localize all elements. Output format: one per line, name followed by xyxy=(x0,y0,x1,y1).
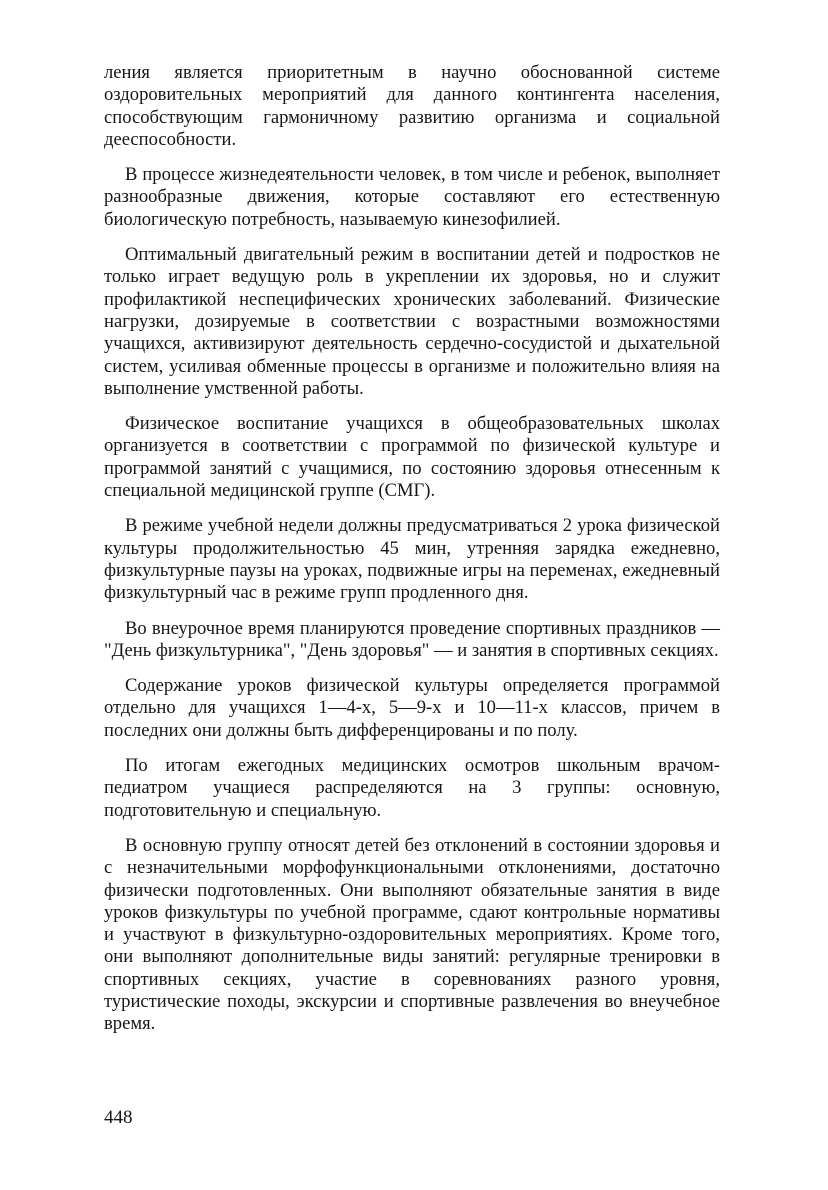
page-number: 448 xyxy=(104,1107,133,1128)
paragraph-motor-regime: Оптимальный двигательный режим в воспитании детей и подростков не только играет ведущую роль в укреплении их здоровья, но и служит профилактикой неспецифических хронических заболеваний. Физические нагрузки, дозируемые в соответствии с возрастными возможностями учащихся, активизируют деятельность сердечно-сосудистой и дыхательной систем, усиливая обменные процессы в организме и положительно влияя на выполнение умственной работы. xyxy=(104,244,720,399)
paragraph-continuation: ления является приоритетным в научно обоснованной системе оздоровительных мероприятий для данного контингента населения, способствующим гармоничному развитию организма и социальной дееспособности. xyxy=(104,62,720,150)
paragraph-physical-education: Физическое воспитание учащихся в общеобразовательных школах организуется в соответствии с программой по физической культуре и программой занятий с учащимися, по состоянию здоровья отнесенным к специальной медицинской группе (СМГ). xyxy=(104,413,720,502)
paragraph-weekly-regime: В режиме учебной недели должны предусматриваться 2 урока физической культуры продолжительностью 45 мин, утренняя зарядка ежедневно, физкультурные паузы на уроках, подвижные игры на переменах, ежедневный физкультурный час в режиме групп продленного дня. xyxy=(104,515,720,604)
paragraph-main-group: В основную группу относят детей без отклонений в состоянии здоровья и с незначительными морфофункциональными отклонениями, достаточно физически подготовленных. Они выполняют обязательные занятия в виде уроков физкультуры по учебной программе, сдают контрольные нормативы и участвуют в физкультурно-оздоровительных мероприятиях. Кроме того, они выполняют дополнительные виды занятий: регулярные тренировки в спортивных секциях, участие в соревнованиях разного уровня, туристические походы, экскурсии и спортивные развлечения во внеучебное время. xyxy=(104,834,720,1035)
paragraph-lesson-content: Содержание уроков физической культуры определяется программой отдельно для учащихся 1—4-х, 5—9-х и 10—11-х классов, причем в последних они должны быть дифференцированы и по полу. xyxy=(104,675,720,741)
paragraph-medical-groups: По итогам ежегодных медицинских осмотров школьным врачом-педиатром учащиеся распределяются на 3 группы: основную, подготовительную и специальную. xyxy=(104,755,720,821)
page-body xyxy=(104,62,720,1049)
paragraph-extracurricular: Во внеурочное время планируются проведение спортивных праздников — "День физкультурника", "День здоровья" — и занятия в спортивных секциях. xyxy=(104,617,720,661)
paragraph-kinesophilia: В процессе жизнедеятельности человек, в том числе и ребенок, выполняет разнообразные движения, которые составляют его естественную биологическую потребность, называемую кинезофилией. xyxy=(104,164,720,230)
